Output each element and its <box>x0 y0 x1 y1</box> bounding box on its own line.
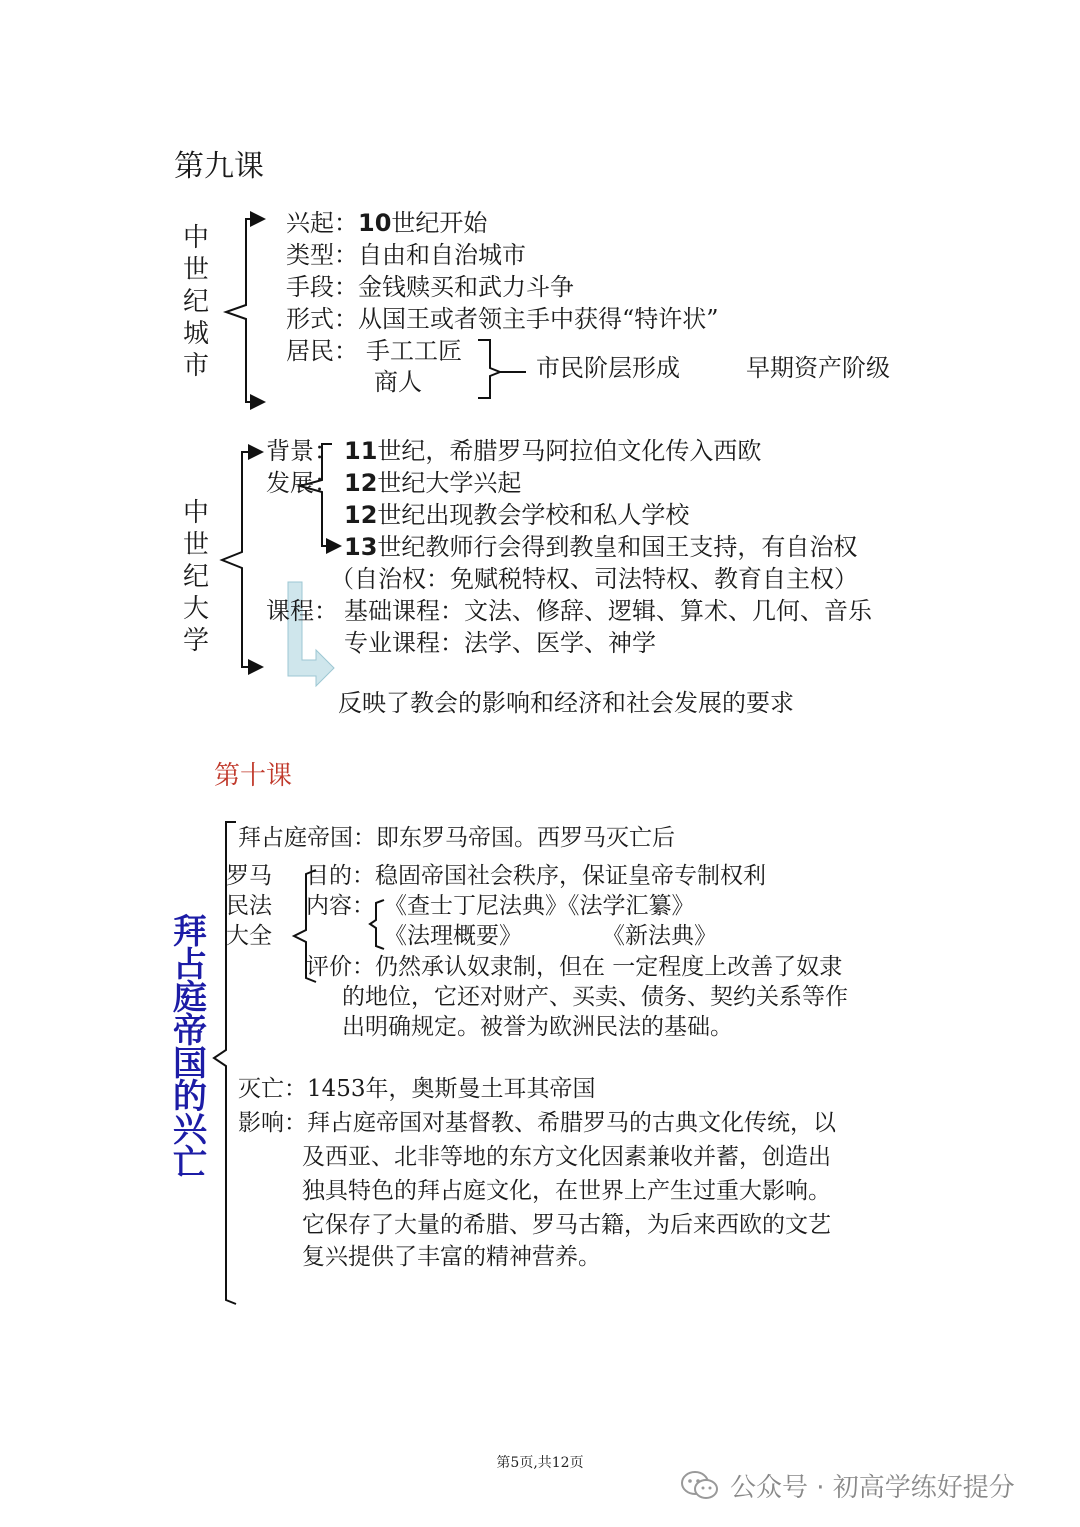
residents-bracket <box>478 340 500 398</box>
byzantine-fall: 灭亡：1453年，奥斯曼土耳其帝国 <box>238 1076 596 1102</box>
byzantine-intro: 拜占庭帝国：即东罗马帝国。西罗马灭亡后 <box>238 825 675 851</box>
city-rise: 兴起：10世纪开始 <box>286 209 488 237</box>
university-bracket <box>222 452 254 667</box>
univ-dev-3: 13世纪教师行会得到教皇和国王支持，有自治权 <box>344 533 858 561</box>
university-label: 中世纪大学 <box>182 498 209 656</box>
civil-law-label-2: 民法 <box>226 893 272 919</box>
univ-courses-label: 课程： <box>266 597 338 625</box>
city-means: 手段：金钱赎买和武力斗争 <box>286 273 574 301</box>
city-label: 中世纪城市 <box>182 223 209 381</box>
city-result-2: 早期资产阶级 <box>746 354 890 382</box>
city-residents-label: 居民： <box>286 337 358 365</box>
civil-law-evaluation-1: 评价：仍然承认奴隶制，但在 一定程度上改善了奴隶 <box>306 954 843 980</box>
city-type: 类型：自由和自治城市 <box>286 241 526 269</box>
lesson10-title: 第十课 <box>214 761 293 791</box>
univ-courses-pro: 专业课程：法学、医学、神学 <box>344 629 656 657</box>
univ-development-label: 发展： <box>266 469 338 497</box>
lesson9-conclusion: 反映了教会的影响和经济和社会发展的要求 <box>338 689 794 717</box>
civil-law-content-1: 《查士丁尼法典》《法学汇纂》 <box>384 893 695 919</box>
city-result-1: 市民阶层形成 <box>536 354 680 382</box>
civil-law-content-label: 内容： <box>306 893 375 919</box>
watermark-text: 公众号 · 初高学练好提分 <box>730 1473 1015 1503</box>
wechat-icon <box>680 1470 720 1502</box>
civil-law-content-2: 《法理概要》 <box>384 923 522 949</box>
byzantine-impact-1: 影响：拜占庭帝国对基督教、希腊罗马的古典文化传统，以 <box>238 1110 836 1136</box>
lesson9-title: 第九课 <box>174 149 264 184</box>
civil-law-label-1: 罗马 <box>226 863 272 889</box>
univ-autonomy: （自治权：免赋税特权、司法特权、教育自主权） <box>330 565 858 593</box>
city-residents-2: 商人 <box>374 368 422 396</box>
univ-background: 11世纪，希腊罗马阿拉伯文化传入西欧 <box>344 437 762 465</box>
civil-law-purpose: 目的：稳固帝国社会秩序，保证皇帝专制权利 <box>306 863 766 889</box>
univ-courses-basic: 基础课程：文法、修辞、逻辑、算术、几何、音乐 <box>344 597 872 625</box>
civil-law-content-3: 《新法典》 <box>602 923 717 949</box>
civil-law-evaluation-2: 的地位，它还对财产、买卖、债务、契约关系等作 <box>342 984 848 1010</box>
city-form: 形式：从国王或者领主手中获得“特许状” <box>286 305 719 333</box>
univ-dev-1: 12世纪大学兴起 <box>344 469 522 497</box>
univ-dev-2: 12世纪出现教会学校和私人学校 <box>344 501 690 529</box>
byzantine-impact-3: 独具特色的拜占庭文化，在世界上产生过重大影响。 <box>302 1178 831 1204</box>
civil-law-label-3: 大全 <box>226 923 272 949</box>
byzantine-impact-5: 复兴提供了丰富的精神营养。 <box>302 1244 601 1270</box>
city-bracket <box>226 219 262 402</box>
page-number: 第5页,共12页 <box>496 1455 584 1471</box>
byzantine-impact-2: 及西亚、北非等地的东方文化因素兼收并蓄，创造出 <box>302 1144 831 1170</box>
watermark <box>680 1467 1015 1504</box>
civil-law-evaluation-3: 出明确规定。被誉为欧洲民法的基础。 <box>342 1014 733 1040</box>
byzantine-impact-4: 它保存了大量的希腊、罗马古籍，为后来西欧的文艺 <box>302 1212 831 1238</box>
city-residents-1: 手工工匠 <box>366 337 462 365</box>
byzantine-side-label: 拜占庭帝国的兴亡 <box>173 912 207 1183</box>
univ-background-label: 背景： <box>266 437 338 465</box>
